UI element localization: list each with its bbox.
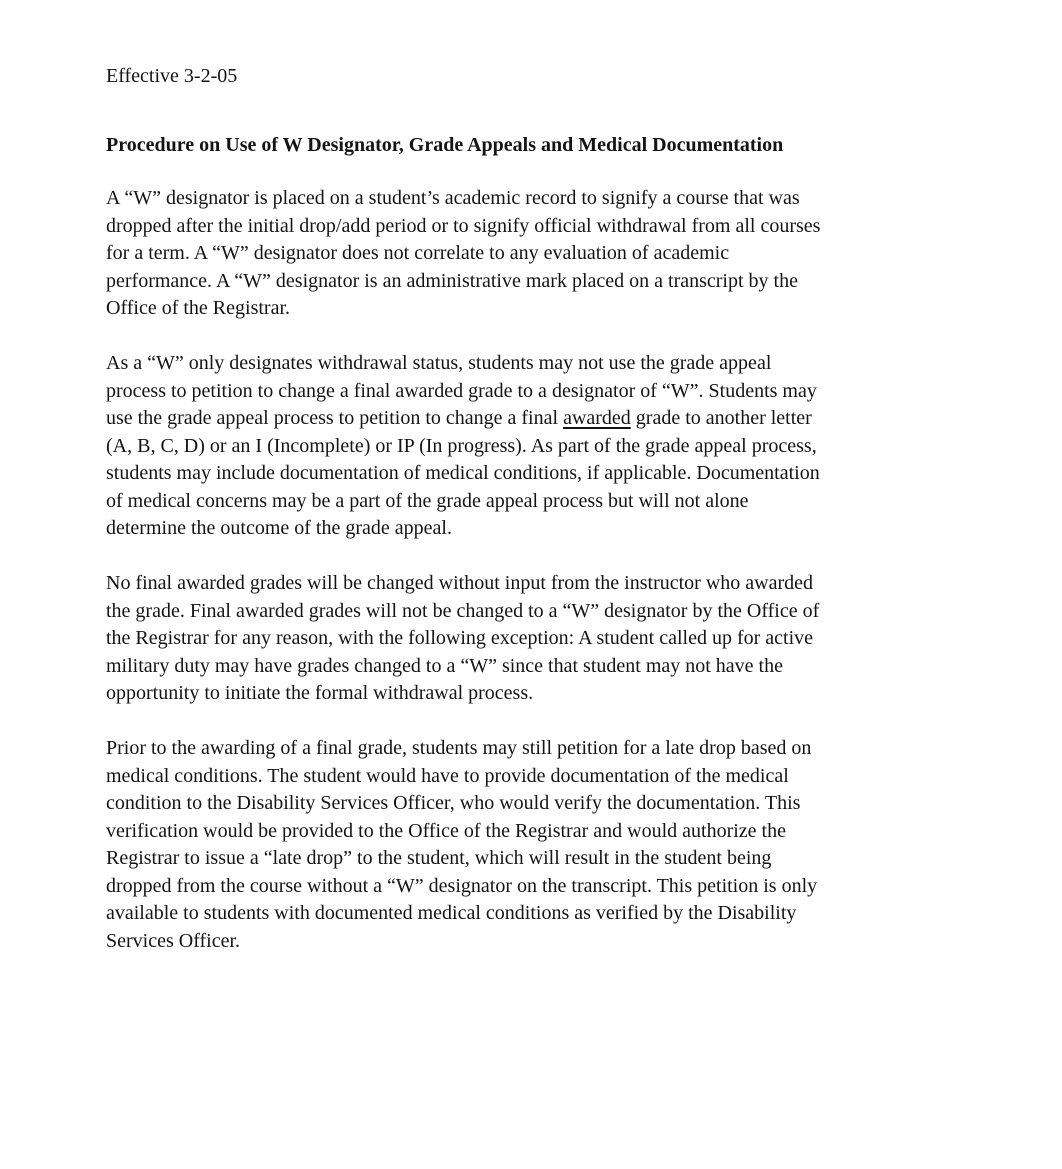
effective-date: Effective 3-2-05 — [106, 65, 238, 87]
paragraph: Prior to the awarding of a final grade, students may still petition for a late drop based on medical conditions. The student would have to provide documentation of the medical condition to the Disability Services Officer, who would verify the documentation. This verification would be provided to the Office of the Registrar and would authorize the Registrar to issue a “late drop” to the student, which will result in the student being dropped from the course without a “W” designator on the transcript. This petition is only available to students with documented medical conditions as verified by the Disability Services Officer. — [106, 737, 818, 952]
paragraph: No final awarded grades will be changed without input from the instructor who awarded the grade. Final awarded grades will not be changed to a “W” designator by the Office of the Registrar for any reason, with the following exception: A student called up for active military duty may have grades changed to a “W” since that student may not have the opportunity to initiate the formal withdrawal process. — [106, 572, 820, 704]
paragraph: A “W” designator is placed on a student’s academic record to signify a course that was dropped after the initial drop/add period or to signify official withdrawal from all courses for a term. A “W” designator does not correlate to any evaluation of academic performance. A “W” designator is an administrative mark placed on a transcript by the Office of the Registrar. — [106, 187, 821, 319]
paragraph: As a “W” only designates withdrawal status, students may not use the grade appeal process to petition to change a final awarded grade to a designator of “W”. Students may use the grade appeal process to petition to change a final awarded grade to another letter (A, B, C, D) or an I (Incomplete) or IP (In progress). As part of the grade appeal process, students may include documentation of medical conditions, if applicable. Documentation of medical concerns may be a part of the grade appeal process but will not alone determine the outcome of the grade appeal. — [106, 352, 820, 539]
page-title: Procedure on Use of W Designator, Grade Appeals and Medical Documentation — [106, 133, 784, 156]
document-body — [106, 185, 972, 955]
